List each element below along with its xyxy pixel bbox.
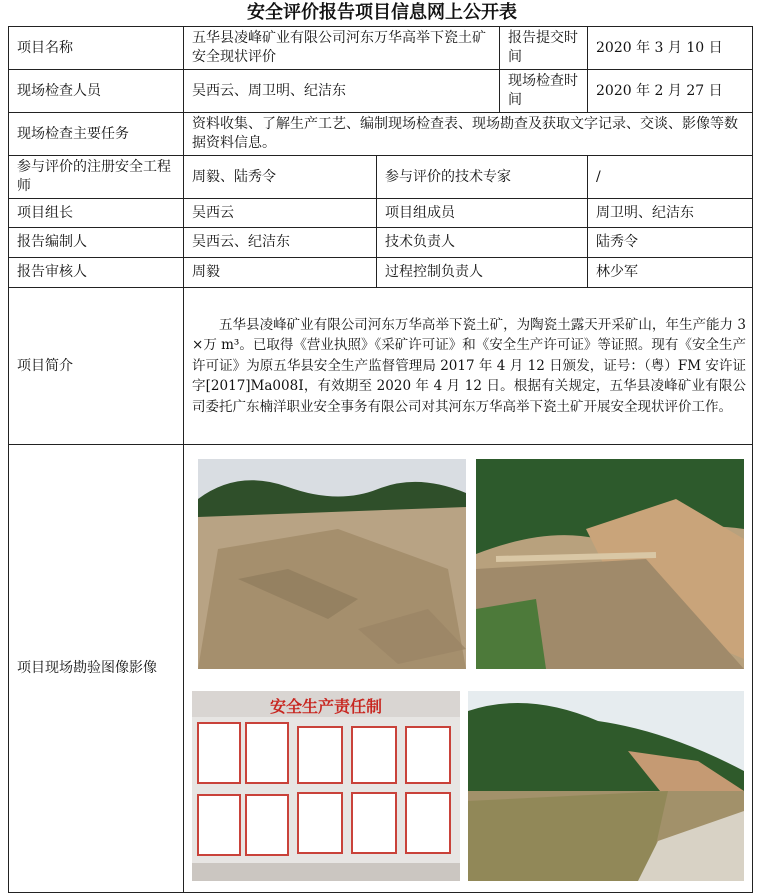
inspectors-label: 现场检查人员: [9, 70, 184, 113]
experts-label: 参与评价的技术专家: [377, 156, 588, 199]
engineers-value: 周毅、陆秀令: [184, 156, 377, 199]
inspectors-value: 吴西云、周卫明、纪洁东: [184, 70, 500, 113]
project-name-value: 五华县凌峰矿业有限公司河东万华高举下瓷土矿安全现状评价: [184, 27, 500, 70]
site-photo-quarry-slope: [198, 459, 466, 669]
reviewer-label: 报告审核人: [9, 258, 184, 288]
row-intro: [9, 288, 753, 445]
photos-label: 项目现场勘验图像影像: [9, 445, 184, 893]
row-engineers: [9, 156, 753, 199]
tasks-label: 现场检查主要任务: [9, 113, 184, 156]
info-table: [8, 26, 753, 893]
row-reviewer: [9, 258, 753, 288]
reviewer-value: 周毅: [184, 258, 377, 288]
leader-label: 项目组长: [9, 199, 184, 228]
site-photo-safety-board: [192, 691, 460, 881]
site-photo-excavated-bench: [476, 459, 744, 669]
engineers-label: 参与评价的注册安全工程师: [9, 156, 184, 199]
site-photo-settling-pond: [468, 691, 744, 881]
page-title: 安全评价报告项目信息网上公开表: [247, 2, 517, 23]
inspect-time-value: 2020 年 2 月 27 日: [588, 70, 753, 113]
tech-lead-value: 陆秀令: [588, 228, 753, 258]
row-author: [9, 228, 753, 258]
intro-text: 五华县凌峰矿业有限公司河东万华高举下瓷土矿，为陶瓷土露天开采矿山，年生产能力 3×万 m³。已取得《营业执照》《采矿许可证》和《安全生产许可证》等证照。现有《安全生产许可证》为原五华县安全生产监督管理局 2017 年 4 月 12 日颁发，证号：（粤）FM 安许证字[2017]Ma008Ⅰ，有效期至 2020 年 4 月 12 日。根据有关规定，五华县凌峰矿业有限公司委托广东楠洋职业安全事务有限公司对其河东万华高举下瓷土矿开展安全现状评价工作。: [184, 288, 753, 445]
row-tasks: [9, 113, 753, 156]
tasks-value: 资料收集、了解生产工艺、编制现场检查表、现场勘查及获取文字记录、交谈、影像等数据资料信息。: [184, 113, 753, 156]
submit-time-value: 2020 年 3 月 10 日: [588, 27, 753, 70]
members-value: 周卫明、纪洁东: [588, 199, 753, 228]
intro-label: 项目简介: [9, 288, 184, 445]
members-label: 项目组成员: [377, 199, 588, 228]
inspect-time-label: 现场检查时间: [500, 70, 588, 113]
leader-value: 吴西云: [184, 199, 377, 228]
author-value: 吴西云、纪洁东: [184, 228, 377, 258]
submit-time-label: 报告提交时间: [500, 27, 588, 70]
author-label: 报告编制人: [9, 228, 184, 258]
row-leader: [9, 199, 753, 228]
row-project-name: [9, 27, 753, 70]
process-control-label: 过程控制负责人: [377, 258, 588, 288]
tech-lead-label: 技术负责人: [377, 228, 588, 258]
photos-cell: [184, 445, 753, 893]
board-heading: 安全生产责任制: [269, 697, 383, 716]
row-inspectors: [9, 70, 753, 113]
process-control-value: 林少军: [588, 258, 753, 288]
row-photos: [9, 445, 753, 893]
experts-value: /: [588, 156, 753, 199]
project-name-label: 项目名称: [9, 27, 184, 70]
